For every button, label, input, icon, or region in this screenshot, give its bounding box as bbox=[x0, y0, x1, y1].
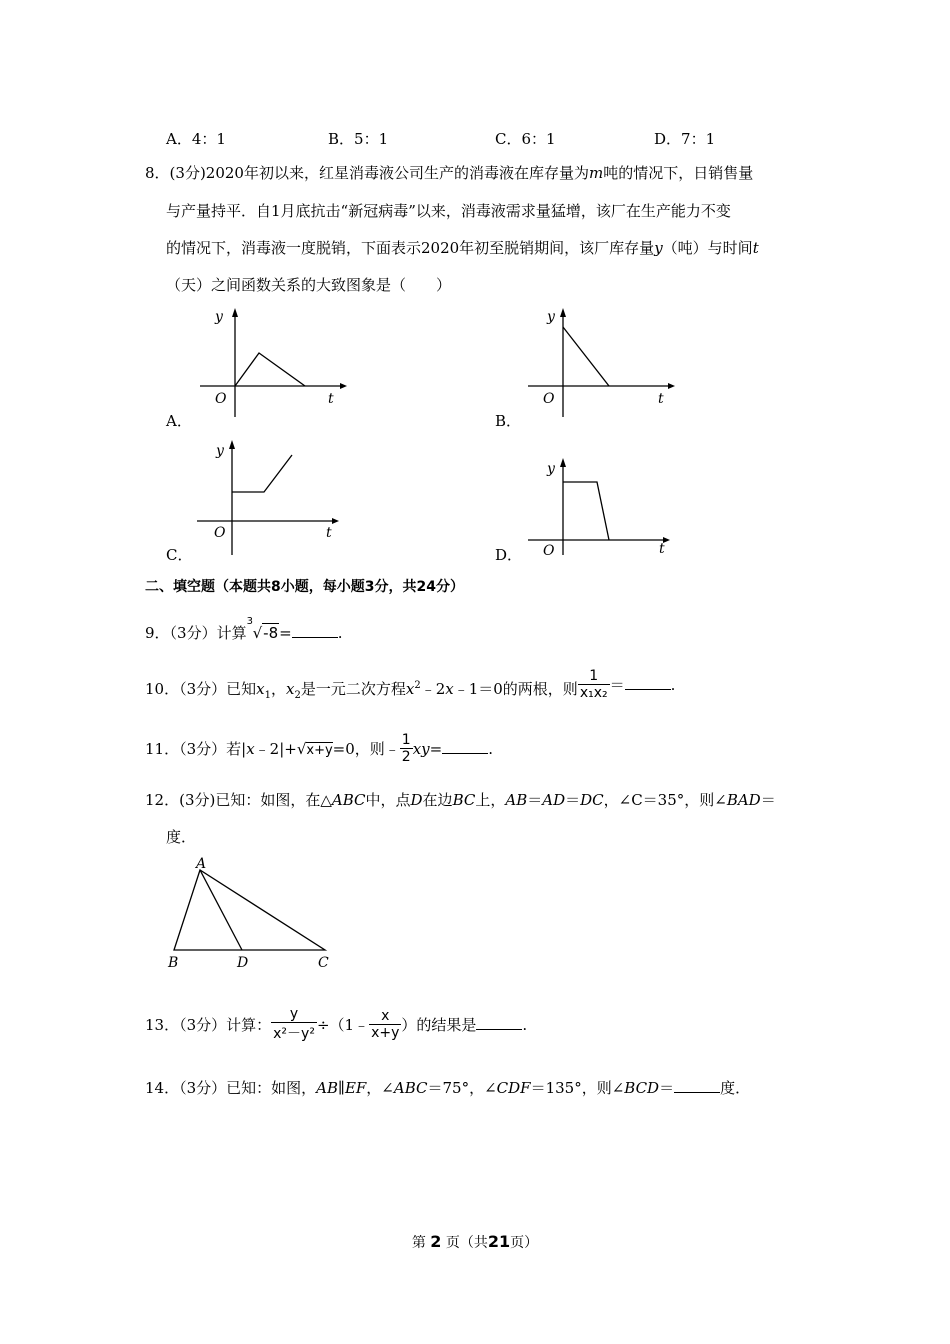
q14: 14．（3分）已知：如图，AB∥EF，∠ABC＝75°，∠CDF＝135°，则∠BCD＝ 度． bbox=[145, 1079, 751, 1097]
q9-blank bbox=[292, 623, 338, 638]
q8-option-c: C． bbox=[166, 546, 193, 564]
q8-option-d: D． bbox=[495, 546, 523, 564]
q8-graph-a bbox=[195, 305, 355, 420]
svg-text:O: O bbox=[543, 391, 555, 407]
q12-triangle-figure bbox=[160, 855, 340, 970]
q14-blank bbox=[674, 1078, 720, 1093]
q11-fraction: $\frac{1}{2}$ bbox=[401, 732, 411, 765]
svg-text:y: y bbox=[215, 309, 223, 325]
svg-text:O: O bbox=[543, 543, 555, 555]
q8-line-4: （天）之间函数关系的大致图象是（ ） bbox=[166, 276, 452, 294]
svg-text:C: C bbox=[318, 955, 329, 970]
page-footer: 第 2 页（共21页） bbox=[411, 1232, 539, 1251]
svg-text:t: t bbox=[659, 541, 665, 555]
q8-line-2: 与产量持平．自1月底抗击“新冠病毒”以来，消毒液需求量猛增，该厂在生产能力不变 bbox=[166, 202, 731, 220]
q13-fraction-1: $\frac{y}{\text{x²－y²}}$ bbox=[273, 1006, 315, 1042]
svg-text:y: y bbox=[547, 461, 555, 477]
svg-text:A: A bbox=[196, 856, 207, 872]
q12-line-1: 12．(3分)已知：如图，在△ABC中，点D在边BC上，AB＝AD＝DC，∠C＝35°，则∠BAD＝ bbox=[145, 791, 776, 809]
svg-text:t: t bbox=[658, 391, 664, 407]
q10-blank bbox=[625, 675, 671, 690]
section-2-title: 二、填空题（本题共8小题，每小题3分，共24分） bbox=[145, 579, 464, 595]
svg-text:y: y bbox=[547, 309, 555, 325]
q11-radicand: x+y bbox=[306, 743, 333, 758]
q7-option-a: A．4：1 bbox=[166, 130, 226, 148]
q8-graph-c bbox=[192, 437, 352, 557]
svg-text:O: O bbox=[215, 391, 227, 407]
svg-text:O: O bbox=[214, 525, 226, 541]
q13-fraction-2: $\frac{x}{x+y}$ bbox=[371, 1008, 400, 1041]
q11-blank bbox=[442, 739, 488, 754]
svg-text:t: t bbox=[328, 391, 334, 407]
svg-text:B: B bbox=[168, 955, 179, 970]
svg-text:y: y bbox=[216, 443, 224, 459]
q10: 10．（3分）已知$x_1$，$x_2$是一元二次方程$x^2﹣2x﹣1=0$的两根，则 $\frac{1}{\text{x₁x₂}}$ ＝ . bbox=[145, 668, 676, 701]
q12-line-2: 度． bbox=[166, 828, 197, 846]
total-pages: 21 bbox=[487, 1232, 511, 1251]
q8-line-1: 8．(3分)2020年初以来，红星消毒液公司生产的消毒液在库存量为m吨的情况下，日销售量 bbox=[145, 164, 754, 182]
q9-root-index: 3 bbox=[246, 616, 253, 627]
q11: 11．（3分）若|x﹣2|+√x+y=0，则﹣ $\frac{1}{2}$ xy= . bbox=[145, 732, 494, 765]
svg-text:t: t bbox=[326, 525, 332, 541]
q8-option-a: A． bbox=[166, 412, 192, 430]
q10-fraction: $\frac{1}{\text{x₁x₂}}$ bbox=[579, 668, 608, 701]
q13-blank bbox=[476, 1015, 522, 1030]
svg-text:D: D bbox=[237, 955, 249, 970]
q7-option-b: B．5：1 bbox=[328, 130, 389, 148]
q8-graph-b bbox=[523, 305, 683, 420]
q9-radicand: -8 bbox=[263, 624, 279, 642]
q8-graph-d bbox=[523, 455, 683, 555]
q13: 13．（3分）计算： $\frac{y}{\text{x²－y²}}$ ÷（1﹣ $\frac{x}{x+y}$ ）的结果是 . bbox=[145, 1006, 528, 1042]
q8-line-3: 的情况下，消毒液一度脱销，下面表示2020年初至脱销期间，该厂库存量y（吨）与时间t bbox=[166, 239, 759, 257]
q7-option-d: D．7：1 bbox=[654, 130, 716, 148]
q7-option-c: C．6：1 bbox=[495, 130, 556, 148]
page-number: 2 bbox=[430, 1232, 442, 1251]
q8-option-b: B． bbox=[495, 412, 522, 430]
q9: 9．（3分）计算 3 √-8= . bbox=[145, 616, 343, 642]
